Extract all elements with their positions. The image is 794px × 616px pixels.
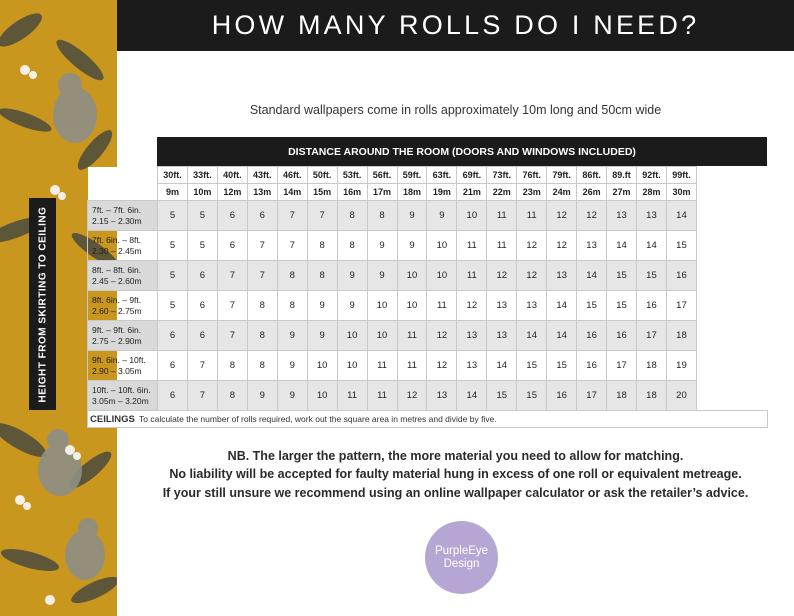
- ft-header-row-cell: 63ft.: [427, 167, 457, 184]
- rolls-cell: 6: [158, 381, 188, 411]
- ceilings-label: CEILINGS: [90, 413, 135, 425]
- rolls-cell: 8: [307, 231, 337, 261]
- rolls-cell: 10: [307, 351, 337, 381]
- rolls-cell: 7: [187, 351, 217, 381]
- ft-header-row-cell: 50ft.: [307, 167, 337, 184]
- rolls-cell: 20: [666, 381, 696, 411]
- rolls-cell: 13: [637, 201, 667, 231]
- rolls-cell: 10: [427, 231, 457, 261]
- m-header-row-cell: 27m: [607, 184, 637, 201]
- rolls-cell: 5: [187, 201, 217, 231]
- row-height-label: [88, 261, 158, 291]
- rolls-cell: 7: [187, 381, 217, 411]
- rolls-cell: 13: [517, 291, 547, 321]
- row-height-label: [88, 381, 158, 411]
- rolls-cell: 11: [397, 351, 427, 381]
- rolls-cell: 18: [637, 381, 667, 411]
- rolls-cell: 9: [337, 291, 367, 321]
- rolls-cell: 10: [337, 321, 367, 351]
- m-header-row-cell: 14m: [277, 184, 307, 201]
- rolls-cell: 8: [217, 381, 247, 411]
- rolls-cell: 15: [577, 291, 607, 321]
- ft-header-row-cell: 69ft.: [457, 167, 487, 184]
- rolls-cell: 10: [427, 261, 457, 291]
- note-liability: No liability will be accepted for faulty material hung in excess of one roll or equivalent metreage.: [169, 467, 742, 481]
- ft-header-row-cell: 86ft.: [577, 167, 607, 184]
- rolls-cell: 16: [577, 321, 607, 351]
- rolls-cell: 10: [337, 351, 367, 381]
- m-header-row-cell: 26m: [577, 184, 607, 201]
- rolls-cell: 11: [397, 321, 427, 351]
- m-header-row-cell: 30m: [666, 184, 696, 201]
- ceilings-row: [87, 410, 768, 428]
- rolls-cell: 10: [367, 291, 397, 321]
- rolls-cell: 9: [427, 201, 457, 231]
- ft-header-row-cell: 76ft.: [517, 167, 547, 184]
- m-header-row-cell: 16m: [337, 184, 367, 201]
- rolls-cell: 9: [397, 201, 427, 231]
- height-metres: 2.90 – 3.05m: [92, 365, 142, 376]
- rolls-cell: 16: [547, 381, 577, 411]
- rolls-cell: 5: [158, 201, 188, 231]
- rolls-cell: 16: [637, 291, 667, 321]
- height-feet: 9ft. – 9ft. 6in.: [92, 325, 142, 335]
- m-header-row-cell: 18m: [397, 184, 427, 201]
- table-row: [88, 261, 697, 291]
- rolls-cell: 14: [577, 261, 607, 291]
- rolls-table: [157, 137, 767, 166]
- m-header-row-cell: 15m: [307, 184, 337, 201]
- rolls-cell: 6: [158, 321, 188, 351]
- rolls-grid: [87, 166, 697, 411]
- rolls-cell: 10: [397, 261, 427, 291]
- rolls-cell: 11: [487, 201, 517, 231]
- rolls-cell: 7: [247, 261, 277, 291]
- rolls-cell: 10: [367, 321, 397, 351]
- rolls-cell: 14: [607, 231, 637, 261]
- rolls-cell: 16: [577, 351, 607, 381]
- rolls-cell: 12: [517, 261, 547, 291]
- note-pattern: NB. The larger the pattern, the more material you need to allow for matching.: [227, 449, 684, 463]
- rolls-cell: 8: [337, 231, 367, 261]
- rolls-cell: 10: [307, 381, 337, 411]
- height-feet: 7ft. – 7ft. 6in.: [92, 205, 142, 215]
- row-height-label: [88, 201, 158, 231]
- rolls-cell: 7: [217, 291, 247, 321]
- rolls-cell: 12: [517, 231, 547, 261]
- rolls-cell: 6: [217, 201, 247, 231]
- corner-cell: [88, 184, 158, 201]
- rolls-cell: 8: [247, 321, 277, 351]
- m-header-row-cell: 9m: [158, 184, 188, 201]
- height-metres: 2.45 – 2.60m: [92, 275, 142, 286]
- height-metres: 3.05m – 3.20m: [92, 395, 149, 406]
- ft-header-row-cell: 40ft.: [217, 167, 247, 184]
- rolls-cell: 11: [337, 381, 367, 411]
- rolls-cell: 15: [666, 231, 696, 261]
- ft-header-row-cell: 79ft.: [547, 167, 577, 184]
- note-advice: If your still unsure we recommend using an online wallpaper calculator or ask the retailer’s advice.: [162, 486, 749, 500]
- rolls-cell: 8: [337, 201, 367, 231]
- rolls-cell: 12: [397, 381, 427, 411]
- table-row: [88, 291, 697, 321]
- ft-header-row-cell: 33ft.: [187, 167, 217, 184]
- row-height-label: [88, 231, 158, 261]
- rolls-cell: 15: [487, 381, 517, 411]
- page-title: HOW MANY ROLLS DO I NEED?: [117, 0, 794, 51]
- rolls-cell: 9: [367, 231, 397, 261]
- ft-header-row-cell: 89.ft: [607, 167, 637, 184]
- m-header-row-cell: 10m: [187, 184, 217, 201]
- rolls-cell: 9: [277, 381, 307, 411]
- rolls-cell: 13: [607, 201, 637, 231]
- rolls-cell: 14: [457, 381, 487, 411]
- rolls-cell: 12: [577, 201, 607, 231]
- height-metres: 2.30 – 2.45m: [92, 245, 142, 256]
- rolls-cell: 17: [637, 321, 667, 351]
- m-header-row-cell: 21m: [457, 184, 487, 201]
- rolls-cell: 15: [517, 381, 547, 411]
- rolls-cell: 18: [637, 351, 667, 381]
- rolls-cell: 13: [427, 381, 457, 411]
- rolls-cell: 12: [547, 201, 577, 231]
- rolls-cell: 15: [517, 351, 547, 381]
- table-header: DISTANCE AROUND THE ROOM (DOORS AND WINDOWS INCLUDED): [157, 137, 767, 166]
- rolls-cell: 7: [277, 231, 307, 261]
- m-header-row: [88, 184, 697, 201]
- rolls-cell: 9: [247, 381, 277, 411]
- rolls-cell: 7: [307, 201, 337, 231]
- rolls-cell: 15: [547, 351, 577, 381]
- rolls-cell: 6: [158, 351, 188, 381]
- rolls-cell: 6: [187, 261, 217, 291]
- m-header-row-cell: 12m: [217, 184, 247, 201]
- rolls-cell: 11: [457, 261, 487, 291]
- rolls-cell: 11: [487, 231, 517, 261]
- rolls-cell: 15: [607, 291, 637, 321]
- m-header-row-cell: 22m: [487, 184, 517, 201]
- rolls-cell: 6: [187, 321, 217, 351]
- ft-header-row-cell: 59ft.: [397, 167, 427, 184]
- m-header-row-cell: 28m: [637, 184, 667, 201]
- table-row: [88, 381, 697, 411]
- ft-header-row-cell: 92ft.: [637, 167, 667, 184]
- rolls-cell: 8: [307, 261, 337, 291]
- row-height-label: [88, 321, 158, 351]
- rolls-cell: 12: [487, 261, 517, 291]
- rolls-cell: 7: [277, 201, 307, 231]
- m-header-row-cell: 23m: [517, 184, 547, 201]
- ft-header-row-cell: 99ft.: [666, 167, 696, 184]
- ft-header-row-cell: 46ft.: [277, 167, 307, 184]
- rolls-cell: 16: [666, 261, 696, 291]
- subtitle: Standard wallpapers come in rolls approximately 10m long and 50cm wide: [249, 103, 662, 117]
- rolls-cell: 14: [666, 201, 696, 231]
- rolls-table-grid: [87, 166, 767, 411]
- rolls-cell: 5: [187, 231, 217, 261]
- rolls-cell: 12: [427, 321, 457, 351]
- logo-line1: PurpleEye: [434, 544, 489, 557]
- table-row: [88, 231, 697, 261]
- rolls-cell: 7: [247, 231, 277, 261]
- rolls-cell: 17: [577, 381, 607, 411]
- rolls-cell: 9: [367, 261, 397, 291]
- ft-header-row: [88, 167, 697, 184]
- row-height-label: [88, 291, 158, 321]
- rolls-cell: 12: [547, 231, 577, 261]
- brand-logo: [425, 521, 498, 594]
- rolls-cell: 17: [666, 291, 696, 321]
- ft-header-row-cell: 30ft.: [158, 167, 188, 184]
- rolls-cell: 8: [367, 201, 397, 231]
- rolls-cell: 17: [607, 351, 637, 381]
- rolls-cell: 9: [277, 351, 307, 381]
- rolls-cell: 13: [487, 321, 517, 351]
- rolls-cell: 6: [217, 231, 247, 261]
- rolls-cell: 14: [637, 231, 667, 261]
- table-row: [88, 351, 697, 381]
- m-header-row-cell: 13m: [247, 184, 277, 201]
- logo-line2: Design: [443, 557, 480, 570]
- rolls-cell: 14: [547, 321, 577, 351]
- rolls-cell: 8: [277, 261, 307, 291]
- table-row: [88, 201, 697, 231]
- ft-header-row-cell: 53ft.: [337, 167, 367, 184]
- rolls-cell: 15: [637, 261, 667, 291]
- table-row: [88, 321, 697, 351]
- rolls-cell: 11: [427, 291, 457, 321]
- rolls-cell: 11: [517, 201, 547, 231]
- rolls-cell: 13: [577, 231, 607, 261]
- height-feet: 9ft. 6in. – 10ft.: [92, 355, 146, 365]
- rolls-cell: 9: [307, 321, 337, 351]
- rolls-cell: 9: [307, 291, 337, 321]
- height-label-wrap: [29, 198, 56, 410]
- rolls-cell: 10: [457, 201, 487, 231]
- rolls-cell: 13: [457, 321, 487, 351]
- height-feet: 8ft. – 8ft. 6in.: [92, 265, 142, 275]
- height-feet: 10ft. – 10ft. 6in.: [92, 385, 151, 395]
- height-metres: 2.60 – 2.75m: [92, 305, 142, 316]
- rolls-cell: 19: [666, 351, 696, 381]
- rolls-cell: 9: [337, 261, 367, 291]
- height-feet: 8ft. 6in. – 9ft.: [92, 295, 142, 305]
- rolls-cell: 12: [427, 351, 457, 381]
- rolls-cell: 18: [607, 381, 637, 411]
- m-header-row-cell: 19m: [427, 184, 457, 201]
- rolls-cell: 11: [367, 351, 397, 381]
- rolls-cell: 13: [487, 291, 517, 321]
- rolls-cell: 8: [217, 351, 247, 381]
- rolls-cell: 7: [217, 321, 247, 351]
- height-feet: 7ft. 6in. – 8ft.: [92, 235, 142, 245]
- ft-header-row-cell: 73ft.: [487, 167, 517, 184]
- rolls-cell: 15: [607, 261, 637, 291]
- rolls-cell: 14: [517, 321, 547, 351]
- rolls-cell: 14: [547, 291, 577, 321]
- rolls-cell: 11: [457, 231, 487, 261]
- height-metres: 2.15 – 2.30m: [92, 215, 142, 226]
- rolls-cell: 7: [217, 261, 247, 291]
- rolls-cell: 9: [397, 231, 427, 261]
- rolls-cell: 5: [158, 291, 188, 321]
- ft-header-row-cell: 56ft.: [367, 167, 397, 184]
- rolls-cell: 12: [457, 291, 487, 321]
- rolls-cell: 9: [277, 321, 307, 351]
- rolls-cell: 8: [247, 291, 277, 321]
- ceilings-text: To calculate the number of rolls required, work out the square area in metres and divide by five.: [139, 414, 497, 424]
- ft-header-row-cell: 43ft.: [247, 167, 277, 184]
- rolls-cell: 5: [158, 231, 188, 261]
- m-header-row-cell: 17m: [367, 184, 397, 201]
- rolls-cell: 8: [277, 291, 307, 321]
- rolls-cell: 5: [158, 261, 188, 291]
- height-metres: 2.75 – 2.90m: [92, 335, 142, 346]
- rolls-cell: 16: [607, 321, 637, 351]
- rolls-cell: 11: [367, 381, 397, 411]
- rolls-cell: 14: [487, 351, 517, 381]
- rolls-cell: 13: [547, 261, 577, 291]
- rolls-cell: 6: [187, 291, 217, 321]
- rolls-cell: 18: [666, 321, 696, 351]
- rolls-cell: 13: [457, 351, 487, 381]
- height-label: HEIGHT FROM SKIRTING TO CEILING: [37, 206, 48, 402]
- row-height-label: [88, 351, 158, 381]
- rolls-cell: 10: [397, 291, 427, 321]
- m-header-row-cell: 24m: [547, 184, 577, 201]
- rolls-cell: 8: [247, 351, 277, 381]
- corner-cell: [88, 167, 158, 184]
- rolls-cell: 6: [247, 201, 277, 231]
